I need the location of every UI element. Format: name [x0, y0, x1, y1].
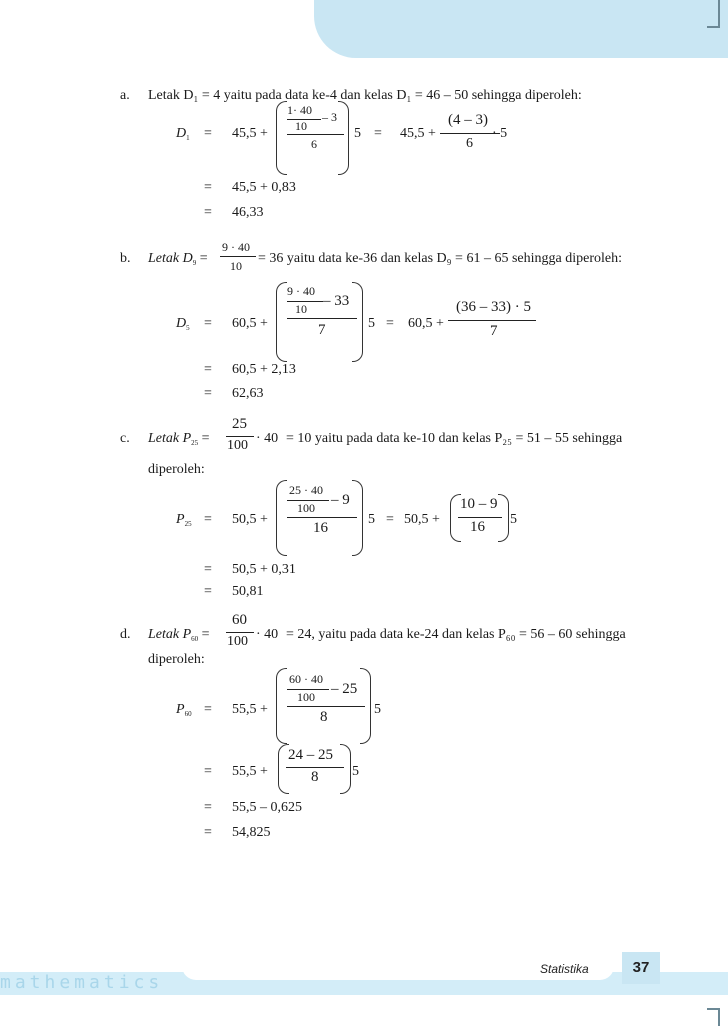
item-a-inner-den: 10	[295, 119, 307, 133]
item-a-step2: 46,33	[232, 205, 264, 220]
item-c-frac-mult: · 40	[256, 431, 279, 446]
item-c-frac-den: 100	[227, 438, 248, 453]
item-c-cont: diperoleh:	[148, 462, 205, 477]
item-b-inner-minus: – 33	[323, 293, 350, 309]
item-a-outer-den: 6	[311, 137, 317, 151]
item-d-base1: 55,5 +	[232, 702, 268, 717]
item-d-frac2-den: 8	[311, 769, 319, 785]
item-b-label: b.	[120, 251, 131, 266]
item-c-frac2-mult: 5	[510, 512, 517, 527]
item-d-label: d.	[120, 627, 131, 642]
item-a-base2: 45,5 +	[400, 126, 436, 141]
item-a-frac2-num: (4 – 3)	[448, 112, 488, 128]
item-a-eq2: =	[374, 126, 382, 141]
item-d-paren-right	[360, 668, 371, 744]
item-d-frac-num: 60	[232, 612, 247, 628]
item-d-frac2-bar	[286, 767, 344, 768]
item-a-outer-bar	[287, 134, 344, 135]
item-d-inner-num: 60 · 40	[289, 672, 323, 686]
item-c-base1: 50,5 +	[232, 512, 268, 527]
item-a-frac2-den: 6	[466, 136, 473, 151]
item-b-inner-den: 10	[295, 302, 307, 316]
item-c-step1: 50,5 + 0,31	[232, 562, 296, 577]
item-b-paren-left	[276, 282, 287, 362]
item-c-label: c.	[120, 431, 130, 446]
item-c-frac2-num: 10 – 9	[460, 496, 498, 512]
item-c-frac-num: 25	[232, 416, 247, 432]
item-b-lhs: $D_5$	[176, 316, 190, 332]
item-d-inner-den: 100	[297, 690, 315, 704]
item-b-pre: Letak $D_9$ =	[148, 251, 208, 267]
item-c-step2: 50,81	[232, 584, 264, 599]
footer-title: Statistika	[540, 962, 589, 976]
item-b-step2: 62,63	[232, 386, 264, 401]
item-c-frac2-bar	[458, 517, 502, 518]
item-c-frac-bar	[226, 436, 254, 437]
item-d-step2-eq: =	[204, 825, 212, 840]
item-b-frac2-num: (36 – 33) · 5	[456, 299, 531, 315]
item-c-paren2-right	[498, 494, 509, 542]
item-b-outer-bar	[287, 318, 357, 319]
item-a-base1: 45,5 +	[232, 126, 268, 141]
item-c-inner-num: 25 · 40	[289, 483, 323, 497]
item-c-paren-right	[352, 480, 363, 556]
item-d-inner-minus: – 25	[331, 681, 358, 697]
item-a-lhs: $D_1$	[176, 126, 190, 142]
item-b-frac2-den: 7	[490, 323, 498, 339]
item-d-frac2-num: 24 – 25	[288, 747, 333, 763]
item-b-mult: 5	[368, 316, 375, 331]
item-d-frac2-mult: 5	[352, 764, 359, 779]
item-c-eq2: =	[386, 512, 394, 527]
item-d-paren-left	[276, 668, 287, 744]
item-b-step1-eq: =	[204, 362, 212, 377]
item-c-inner-den: 100	[297, 501, 315, 515]
item-c-step2-eq: =	[204, 584, 212, 599]
item-d-step1-eq: =	[204, 800, 212, 815]
item-c-step1-eq: =	[204, 562, 212, 577]
item-a-paren-right	[338, 101, 349, 175]
item-c-outer-bar	[287, 517, 357, 518]
item-b-outer-den: 7	[318, 322, 326, 338]
item-a-step1-eq: =	[204, 180, 212, 195]
item-d-pre: Letak $P_{60}$ =	[148, 627, 210, 643]
item-d-step0-eq: =	[204, 764, 212, 779]
item-a-frac2-bar	[440, 133, 500, 134]
item-c-pre: Letak $P_{25}$ =	[148, 431, 210, 447]
item-b-frac2-bar	[448, 320, 536, 321]
item-a-inner-num: 1· 40	[287, 103, 312, 117]
item-b-base2: 60,5 +	[408, 316, 444, 331]
item-b-eq: =	[204, 316, 212, 331]
item-a-frac2-mult: · 5	[492, 126, 508, 141]
item-d-frac-mult: · 40	[256, 627, 279, 642]
item-d-frac-bar	[226, 632, 254, 633]
item-d-eq: =	[204, 702, 212, 717]
item-c-base2: 50,5 +	[404, 512, 440, 527]
item-a-mult: 5	[354, 126, 361, 141]
item-b-statement: = 36 yaitu data ke-36 dan kelas D₉ = 61 – 65 sehingga diperoleh:	[258, 251, 622, 266]
item-b-step2-eq: =	[204, 386, 212, 401]
item-c-outer-den: 16	[313, 520, 328, 536]
header-decoration	[314, 0, 728, 58]
item-c-inner-minus: – 9	[331, 492, 350, 508]
item-c-paren-left	[276, 480, 287, 556]
item-c-statement: = 10 yaitu pada data ke-10 dan kelas P₂₅ = 51 – 55 sehingga	[286, 431, 623, 446]
item-a-label: a.	[120, 88, 130, 103]
item-b-frac-bar	[220, 256, 256, 257]
item-a-step2-eq: =	[204, 205, 212, 220]
item-d-statement: = 24, yaitu pada data ke-24 dan kelas P₆₀ = 56 – 60 sehingga	[286, 627, 626, 642]
item-d-mult: 5	[374, 702, 381, 717]
item-b-frac-den: 10	[230, 259, 242, 273]
item-c-eq: =	[204, 512, 212, 527]
item-d-frac-den: 100	[227, 634, 248, 649]
crop-mark-top	[707, 0, 720, 28]
item-d-lhs: $P_{60}$	[176, 702, 192, 718]
item-d-step2: 54,825	[232, 825, 271, 840]
item-c-lhs: $P_{25}$	[176, 512, 192, 528]
item-c-frac2-den: 16	[470, 519, 485, 535]
item-a-step1: 45,5 + 0,83	[232, 180, 296, 195]
item-a-statement: Letak D₁ = 4 yaitu pada data ke-4 dan kelas D₁ = 46 – 50 sehingga diperoleh:	[148, 88, 582, 103]
item-b-base1: 60,5 +	[232, 316, 268, 331]
item-b-frac-num: 9 · 40	[222, 240, 250, 254]
item-d-outer-bar	[287, 706, 365, 707]
item-a-paren-left	[276, 101, 287, 175]
item-d-paren2-right	[340, 744, 351, 794]
page-number: 37	[622, 952, 660, 984]
item-b-inner-num: 9 · 40	[287, 284, 315, 298]
item-b-paren-right	[352, 282, 363, 362]
item-b-step1: 60,5 + 2,13	[232, 362, 296, 377]
crop-mark-bottom	[707, 1008, 720, 1026]
item-a-inner-minus: – 3	[322, 110, 337, 124]
item-d-outer-den: 8	[320, 709, 328, 725]
item-d-cont: diperoleh:	[148, 652, 205, 667]
item-d-step1: 55,5 – 0,625	[232, 800, 302, 815]
item-d-base2: 55,5 +	[232, 764, 268, 779]
footer-watermark: mathematics	[0, 972, 164, 993]
item-b-eq2: =	[386, 316, 394, 331]
item-c-mult: 5	[368, 512, 375, 527]
item-a-eq: =	[204, 126, 212, 141]
